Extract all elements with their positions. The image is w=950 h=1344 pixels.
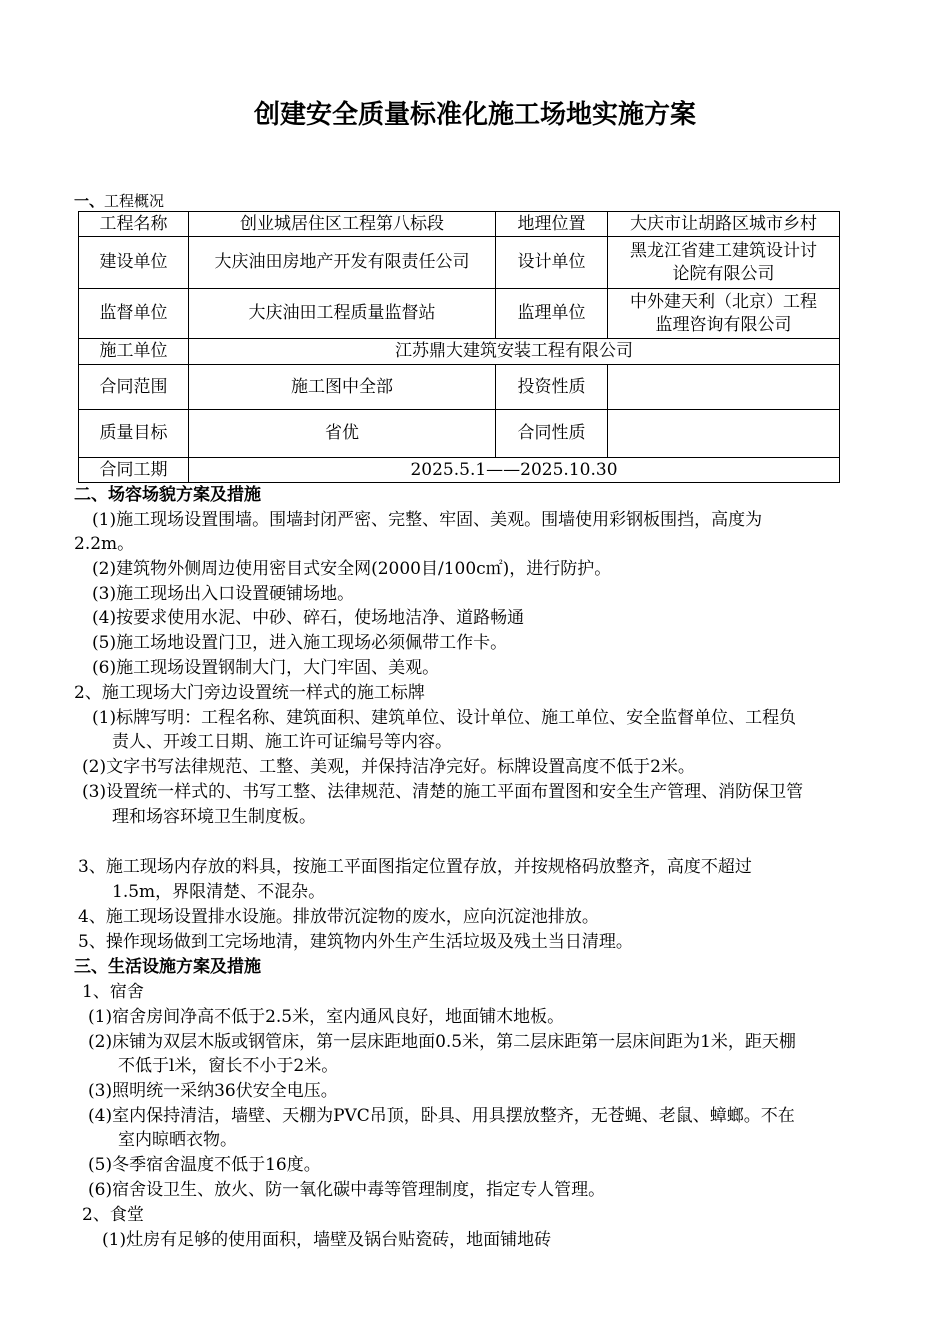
paragraph-line: (5)冬季宿舍温度不低于16度。: [88, 1155, 321, 1175]
paragraph-line: (1)施工现场设置围墙。围墙封闭严密、完整、牢固、美观。围墙使用彩钢板围挡，高度为: [92, 510, 763, 530]
section1-heading: [74, 190, 164, 211]
paragraph-line: (3)照明统一采纳36伏安全电压。: [88, 1081, 338, 1101]
paragraph-line: (5)施工场地设置门卫，进入施工现场必须佩带工作卡。: [92, 633, 508, 653]
paragraph-line: 责人、开竣工日期、施工许可证编号等内容。: [112, 732, 452, 752]
table-cell: 合同范围: [79, 365, 189, 410]
table-cell: 大庆油田工程质量监督站: [189, 289, 496, 339]
paragraph-line: (3)设置统一样式的、书写工整、法律规范、清楚的施工平面布置图和安全生产管理、消防保卫管: [82, 782, 804, 802]
paragraph-line: (1)标牌写明：工程名称、建筑面积、建筑单位、设计单位、施工单位、安全监督单位、工程负: [92, 708, 797, 728]
table-row: [79, 289, 840, 339]
paragraph-line: 不低于l米，窗长不小于2米。: [118, 1056, 339, 1076]
paragraph-line: 理和场容环境卫生制度板。: [112, 807, 316, 827]
table-cell: 江苏鼎大建筑安装工程有限公司: [189, 339, 840, 365]
paragraph-line: 2.2m。: [74, 534, 135, 554]
page-title: 创建安全质量标准化施工场地实施方案: [253, 100, 696, 130]
paragraph-line: (6)施工现场设置钢制大门，大门牢固、美观。: [92, 658, 440, 678]
paragraph-line: (6)宿舍设卫生、放火、防一氧化碳中毒等管理制度，指定专人管理。: [88, 1180, 606, 1200]
table-cell: 监督单位: [79, 289, 189, 339]
paragraph-line: (2)文字书写法律规范、工整、美观，并保持洁净完好。标牌设置高度不低于2米。: [82, 757, 695, 777]
cell-line: 中外建天利（北京）工程: [630, 291, 817, 312]
cell-line: 论院有限公司: [672, 263, 775, 284]
paragraph-line: (1)灶房有足够的使用面积，墙壁及锅台贴瓷砖，地面铺地砖: [102, 1230, 552, 1250]
table-cell: 监理单位: [496, 289, 608, 339]
table-cell: 2025.5.1——2025.10.30: [189, 458, 840, 483]
subheading: 2、施工现场大门旁边设置统一样式的施工标牌: [74, 683, 425, 703]
table-row: [79, 410, 840, 458]
table-cell: 合同工期: [79, 458, 189, 483]
table-cell: 施工单位: [79, 339, 189, 365]
paragraph-line: (2)床铺为双层木版或钢管床，第一层床距地面0.5米，第二层床距第一层床间距为1米，距天棚: [88, 1032, 796, 1052]
paragraph-line: (1)宿舍房间净高不低于2.5米，室内通风良好，地面铺木地板。: [88, 1007, 565, 1027]
paragraph-line: 5、操作现场做到工完场地清，建筑物内外生产生活垃圾及残土当日清理。: [78, 932, 633, 952]
table-cell: 工程名称: [79, 212, 189, 237]
section2-heading: 二、场容场貌方案及措施: [74, 485, 261, 505]
section1-heading-text: 工程概况: [104, 192, 165, 210]
table-cell: 投资性质: [496, 365, 608, 410]
subheading: 2、食堂: [82, 1205, 144, 1225]
paragraph-line: (4)室内保持清洁，墙壁、天棚为PVC吊顶，卧具、用具摆放整齐，无苍蝇、老鼠、蟑螂。不在: [88, 1106, 795, 1126]
section1-heading-num: 一、: [74, 192, 105, 210]
paragraph-line: (2)建筑物外侧周边使用密目式安全网(2000目/100c㎡)，进行防护。: [92, 559, 612, 579]
paragraph-line: 4、施工现场设置排水设施。排放带沉淀物的废水，应向沉淀池排放。: [78, 907, 599, 927]
table-cell: 省优: [189, 410, 496, 458]
table-row: [79, 237, 840, 289]
cell-line: 黑龙江省建工建筑设计讨: [630, 240, 817, 261]
table-row: [79, 365, 840, 410]
paragraph-line: 3、施工现场内存放的料具，按施工平面图指定位置存放，并按规格码放整齐，高度不超过: [78, 857, 752, 877]
section3-heading: 三、生活设施方案及措施: [74, 957, 261, 977]
table-cell: 合同性质: [496, 410, 608, 458]
cell-line: 监理咨询有限公司: [655, 314, 792, 335]
table-row: [79, 212, 840, 237]
paragraph-line: (3)施工现场出入口设置硬铺场地。: [92, 584, 355, 604]
subheading: 1、宿舍: [82, 982, 144, 1002]
table-row: [79, 339, 840, 365]
table-cell: 创业城居住区工程第八标段: [189, 212, 496, 237]
paragraph-line: 室内晾晒衣物。: [118, 1130, 237, 1150]
table-cell: [608, 237, 840, 289]
table-cell: 质量目标: [79, 410, 189, 458]
table-cell: 施工图中全部: [189, 365, 496, 410]
table-cell: 设计单位: [496, 237, 608, 289]
table-cell: 大庆油田房地产开发有限责任公司: [189, 237, 496, 289]
paragraph-line: (4)按要求使用水泥、中砂、碎石，使场地洁净、道路畅通: [92, 608, 525, 628]
table-cell: 建设单位: [79, 237, 189, 289]
table-row: [79, 458, 840, 483]
table-cell: [608, 289, 840, 339]
paragraph-line: 1.5m，界限清楚、不混杂。: [112, 882, 326, 902]
table-cell: 大庆市让胡路区城市乡村: [608, 212, 840, 237]
table-cell: [608, 365, 840, 410]
project-overview-table: [78, 211, 840, 483]
table-cell: [608, 410, 840, 458]
table-cell: 地理位置: [496, 212, 608, 237]
